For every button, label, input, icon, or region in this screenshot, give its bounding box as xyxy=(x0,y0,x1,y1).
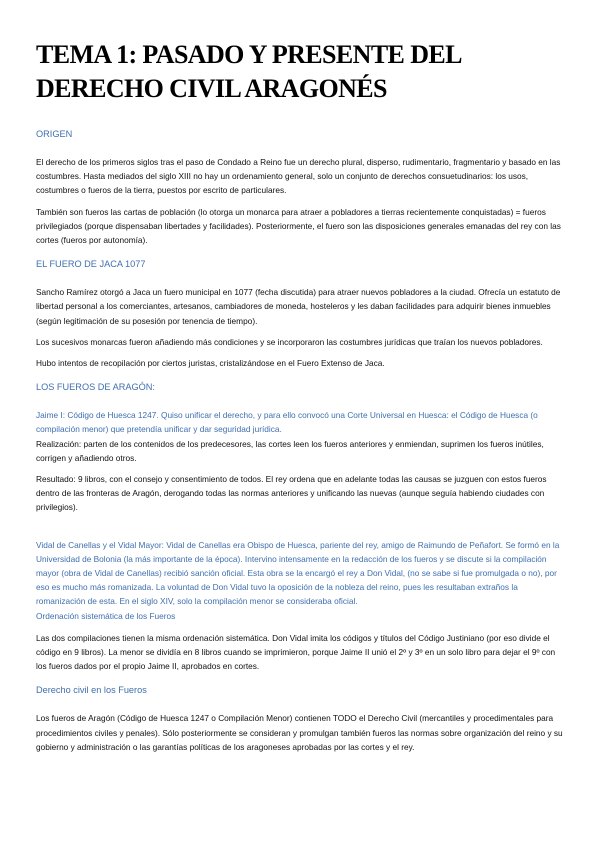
paragraph: También son fueros las cartas de población (lo otorga un monarca para atraer a pobladores a tierras recientemente conquistadas) = fueros privilegiados (porque dispensaban libertades y facilidades). Posteriormente, el fuero son las disposiciones generales emanadas del rey con las cortes (fueros por autonomía). xyxy=(36,206,561,246)
paragraph: Sancho Ramírez otorgó a Jaca un fuero municipal en 1077 (fecha discutida) para atraer nuevos pobladores a la ciudad. Ofrecía un estatuto de libertad personal a los comerciantes, artesanos, cambiadores de moneda, hosteleros y les daban facilidades para adquirir bienes inmuebles (según legitimación de su posesión por tenencia de tiempo). xyxy=(36,287,561,326)
paragraph-realizacion: Realización: parten de los contenidos de los predecesores, las cortes leen los fueros anteriores y enmiendan, suprimen los fueros inútiles, corrigen y añadiendo otros. xyxy=(36,438,544,463)
paragraph: Los fueros de Aragón (Código de Huesca 1247 o Compilación Menor) contienen TODO el Derecho Civil (mercantiles y procedimentales para procedimientos civiles y penales). Sólo posteriormente se consideran y promulgan también fueros las normas sobre organización del reino y su gobierno y administración o las garantías políticas de los aragoneses aprobadas por las cortes y el rey. xyxy=(36,713,563,752)
section-fueros-aragon xyxy=(36,381,566,673)
section-fuero-jaca xyxy=(36,258,566,370)
section-heading-derecho-civil: Derecho civil en los Fueros xyxy=(36,685,147,696)
paragraph: Hubo intentos de recopilación por ciertos juristas, cristalizándose en el Fuero Extenso de Jaca. xyxy=(36,358,385,369)
paragraph-resultado: Resultado: 9 libros, con el consejo y consentimiento de todos. El rey ordena que en adelante todas las causas se juzguen con estos fueros dentro de las fronteras de Aragón, derogando todas las normas anteriores y unificando las nuevas (aunque seguía habiendo ciudades con privilegios). xyxy=(36,474,547,513)
document-title: TEMA 1: PASADO Y PRESENTE DEL DERECHO CIVIL ARAGONÉS xyxy=(36,40,461,103)
section-heading-fuero-jaca: EL FUERO DE JACA 1077 xyxy=(36,259,146,270)
section-origen xyxy=(36,128,566,247)
paragraph-ordenacion: Las dos compilaciones tienen la misma ordenación sistemática. Don Vidal imita los códigos y títulos del Código Justiniano (por eso divide el código en 9 libros). La menor se dividía en 8 libros cuando se imprimieron, porque Jaime II unió el 2º y 3º en un solo libro para dejar el 9º con los fueros dados por el propio Jaime II, aprobados en cortes. xyxy=(36,632,556,672)
subheading-ordenacion: Ordenación sistemática de los Fueros xyxy=(36,610,176,621)
section-heading-fueros-aragon: LOS FUEROS DE ARAGÓN: xyxy=(36,382,155,393)
paragraph-jaime-i: Jaime I: Código de Huesca 1247. Quiso unificar el derecho, y para ello convocó una Corte Universal en Huesca: el Código de Huesca (o compilación menor) que pretendía unificar y dar seguridad jurídica. xyxy=(36,410,538,435)
paragraph: Los sucesivos monarcas fueron añadiendo más condiciones y se incorporaron las costumbres jurídicas que traían los nuevos pobladores. xyxy=(36,336,543,347)
paragraph-vidal-canellas: Vidal de Canellas y el Vidal Mayor: Vidal de Canellas era Obispo de Huesca, pariente del rey, amigo de Raimundo de Peñafort. Se formó en la Universidad de Bolonia (la más importante de la época). Intervino intensamente en la redacción de los fueros y se discute si la compilación mayor (obra de Vidal de Canellas) recibió sanción oficial. Esta obra se la encargó el rey a Don Vidal, (no se sabe si fue promulgada o no), por eso es mucho más romanizada. La voluntad de Don Vidal tuvo la oposición de la nobleza del reino, pues les resultaban extraños la romanización de esta. En el siglo XIV, solo la compilación menor se consideraba oficial. xyxy=(36,539,560,607)
section-heading-origen: ORIGEN xyxy=(36,129,73,139)
section-derecho-civil xyxy=(36,684,566,754)
paragraph: El derecho de los primeros siglos tras el paso de Condado a Reino fue un derecho plural, disperso, rudimentario, fragmentario y basado en las costumbres. Hasta mediados del siglo XIII no hay un ordenamiento general, solo un conjunto de derechos consuetudinarios: los usos, costumbres o fueros de la tierra, puestos por escrito de particulares. xyxy=(36,157,561,196)
